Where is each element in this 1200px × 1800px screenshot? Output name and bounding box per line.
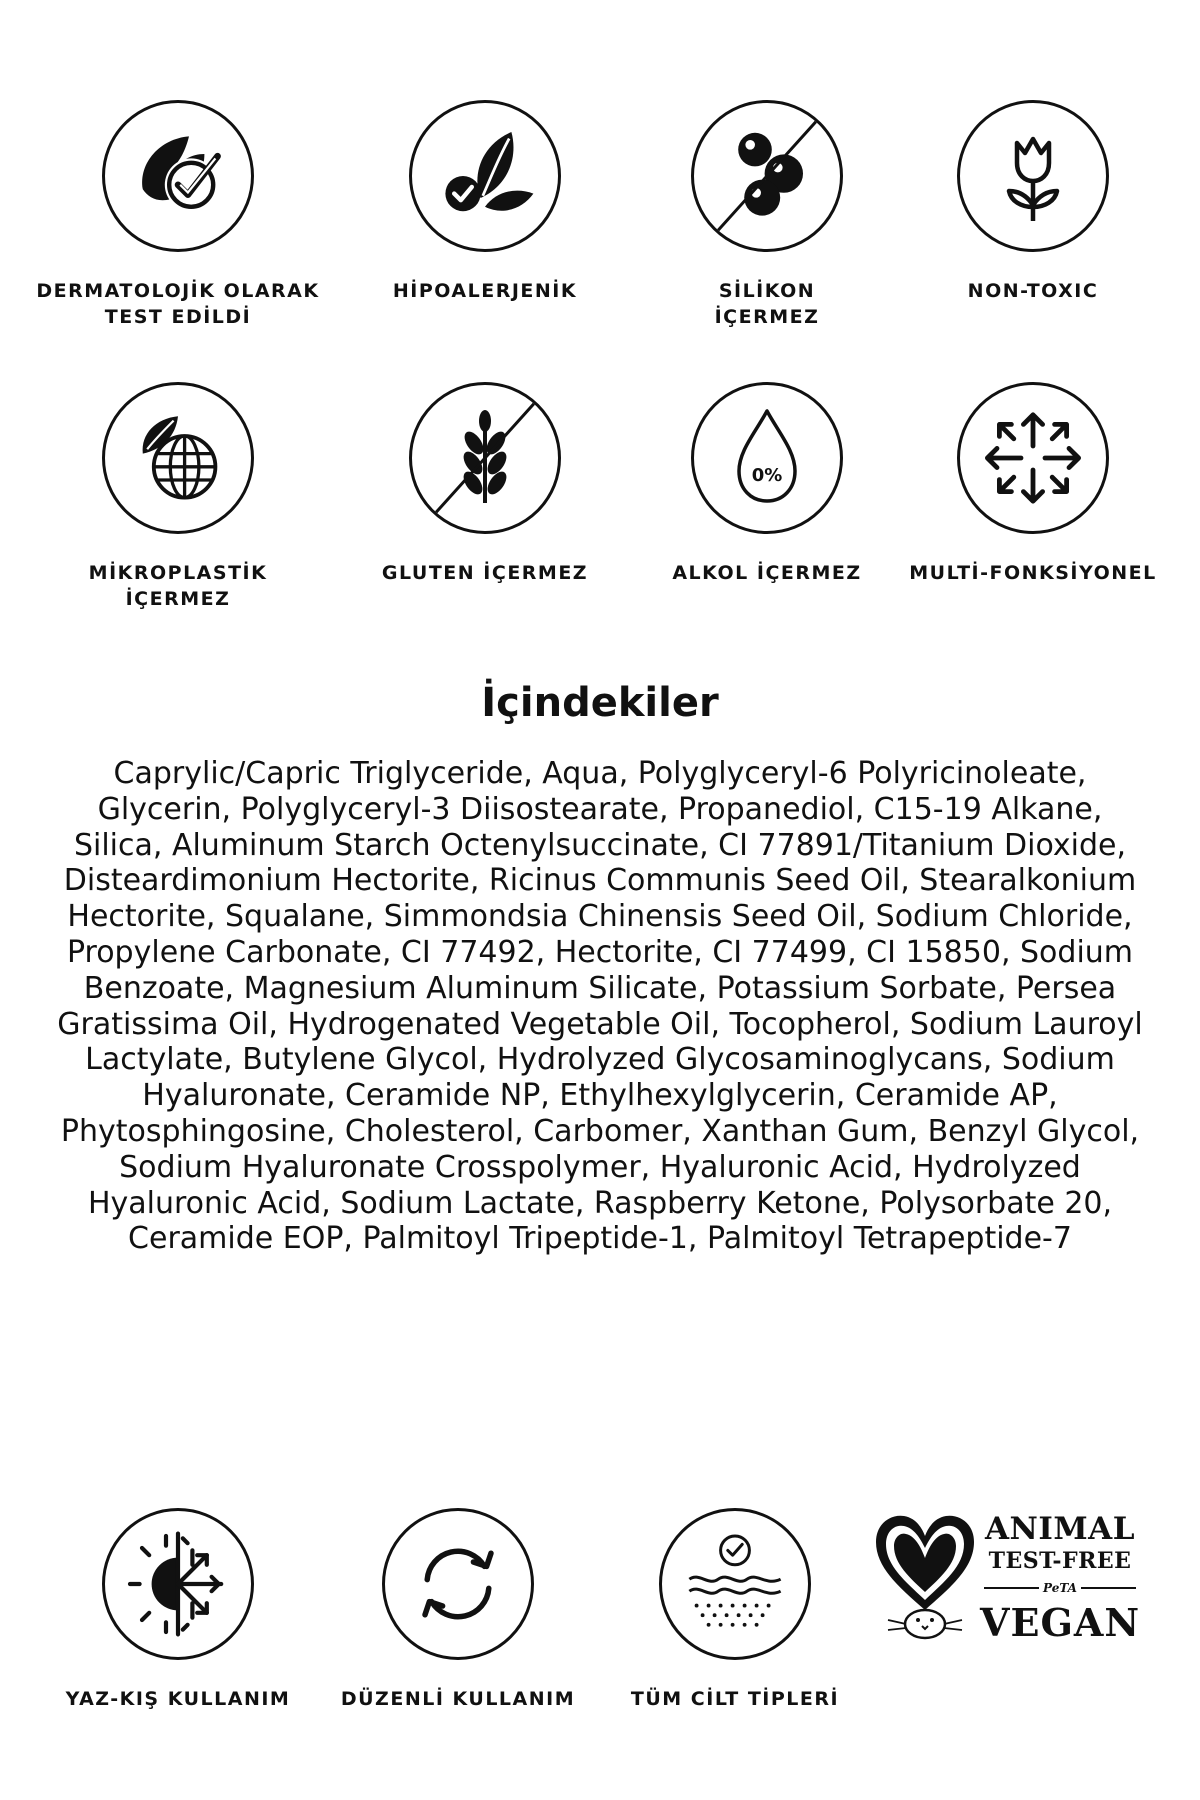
- badge-circle: [102, 1508, 254, 1660]
- multi-arrows-icon: [973, 398, 1093, 518]
- badge-silicone-free: [617, 100, 917, 330]
- badge-label: MULTİ-FONKSİYONEL: [909, 562, 1157, 584]
- badge-regular-use: [308, 1508, 608, 1712]
- badge-non-toxic: [883, 100, 1183, 304]
- cycle-arrows-icon: [403, 1529, 513, 1639]
- badge-label: DERMATOLOJİK OLARAK TEST EDİLDİ: [36, 280, 320, 328]
- leaves-check-icon: [430, 121, 540, 231]
- badge-hypoallergenic: [335, 100, 635, 304]
- badge-circle: [957, 382, 1109, 534]
- peta-divider: [980, 1578, 1140, 1598]
- ingredients-text: Caprylic/Capric Triglyceride, Aqua, Polyglyceryl-6 Polyricinoleate, Glycerin, Polyglyceryl-3 Diisostearate, Propanediol, C15-19 Alkane, Silica, Aluminum Starch Octenylsuccinate, CI 77891/Titanium Dioxide, Disteardimonium Hectorite, Ricinus Communis Seed Oil, Stearalkonium Hectorite, Squalane, Simmondsia Chinensis Seed Oil, Sodium Chloride, Propylene Carbonate, CI 77492, Hectorite, CI 77499, CI 15850, Sodium Benzoate, Magnesium Aluminum Silicate, Potassium Sorbate, Persea Gratissima Oil, Hydrogenated Vegetable Oil, Tocopherol, Sodium Lauroyl Lactylate, Butylene Glycol, Hydrolyzed Glycosaminoglycans, Sodium Hyaluronate, Ceramide NP, Ethylhexylglycerin, Ceramide AP, Phytosphingosine, Cholesterol, Carbomer, Xanthan Gum, Benzyl Glycol, Sodium Hyaluronate Crosspolymer, Hyaluronic Acid, Hydrolyzed Hyaluronic Acid, Sodium Lactate, Raspberry Ketone, Polysorbate 20, Ceramide EOP, Palmitoyl Tripeptide-1, Palmitoyl Tetrapeptide-7: [57, 756, 1143, 1257]
- badge-label: NON-TOXIC: [967, 280, 1099, 302]
- peta-text-block: [980, 1510, 1140, 1644]
- badge-label: GLUTEN İÇERMEZ: [381, 562, 589, 584]
- peta-animal-test-free-vegan-logo: [870, 1510, 1170, 1650]
- drop-zero-text: 0%: [751, 465, 783, 486]
- badge-summer-winter-use: [28, 1508, 328, 1712]
- badge-multi-functional: [883, 382, 1183, 586]
- badge-circle: [691, 382, 843, 534]
- badge-alcohol-free: [617, 382, 917, 586]
- badge-label: YAZ-KIŞ KULLANIM: [65, 1688, 291, 1710]
- peta-animal-text: ANIMAL: [984, 1511, 1136, 1547]
- badge-label: ALKOL İÇERMEZ: [672, 562, 862, 584]
- badge-label: TÜM CİLT TİPLERİ: [630, 1688, 840, 1710]
- badge-all-skin-types: [585, 1508, 885, 1712]
- badge-label: DÜZENLİ KULLANIM: [340, 1688, 576, 1710]
- badge-circle: [382, 1508, 534, 1660]
- badge-label: MİKROPLASTİK İÇERMEZ: [88, 562, 268, 610]
- tulip-icon: [983, 121, 1083, 231]
- skin-layers-check-icon: [675, 1524, 795, 1644]
- ingredients-title: İçindekiler: [481, 680, 719, 726]
- badge-microplastic-free: [28, 382, 328, 612]
- badge-circle: [691, 100, 843, 252]
- peta-brand-text: PeTA: [1043, 1581, 1077, 1595]
- badge-circle: [409, 100, 561, 252]
- badge-label: HİPOALERJENİK: [392, 280, 578, 302]
- badge-gluten-free: [335, 382, 635, 586]
- badge-label: SİLİKON İÇERMEZ: [714, 280, 820, 328]
- badge-circle: [102, 100, 254, 252]
- badge-dermatologically-tested: [28, 100, 328, 330]
- peta-vegan-text: VEGAN: [980, 1600, 1141, 1645]
- peta-test-free-text: TEST-FREE: [988, 1548, 1132, 1574]
- sun-snowflake-icon: [118, 1524, 238, 1644]
- badge-circle: [957, 100, 1109, 252]
- leaf-check-icon: [123, 121, 233, 231]
- badge-circle: [409, 382, 561, 534]
- badge-circle: [102, 382, 254, 534]
- globe-leaf-icon: [123, 403, 233, 513]
- peta-bunny-heart-icon: [870, 1510, 980, 1650]
- badge-circle: [659, 1508, 811, 1660]
- drop-zero-percent-icon: [717, 403, 817, 513]
